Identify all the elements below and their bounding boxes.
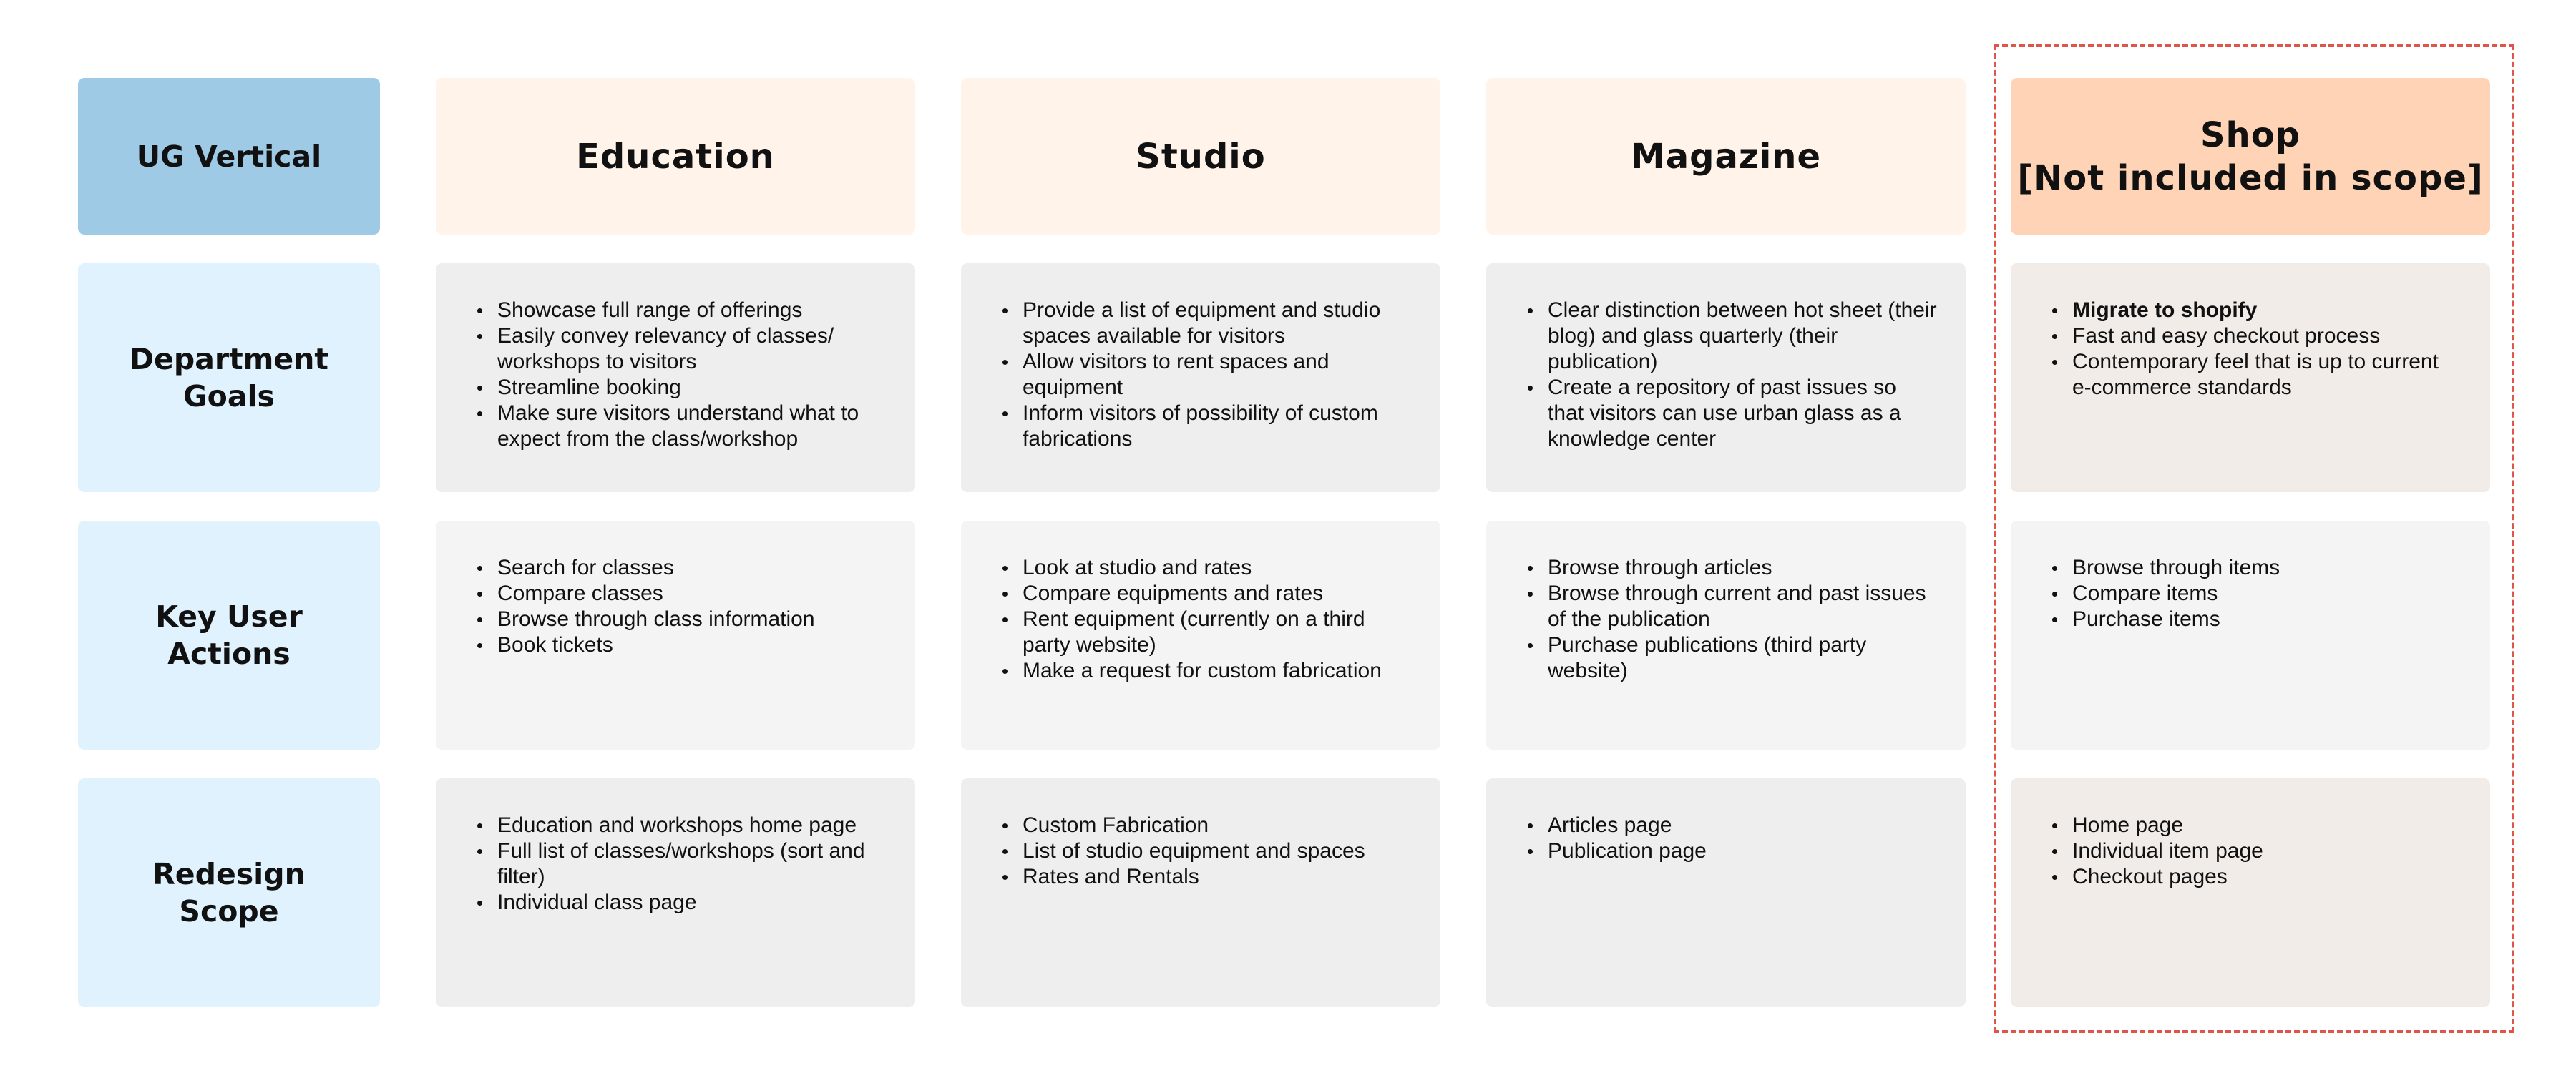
- row-header-line: Key User: [155, 599, 303, 634]
- header-magazine-title: Magazine: [1630, 136, 1822, 177]
- list-item: Migrate to shopify: [2051, 298, 2462, 323]
- list-item: Browse through articles: [1526, 555, 1937, 581]
- list-item: Individual class page: [476, 890, 887, 916]
- list-item: Rent equipment (currently on a third party website): [1001, 607, 1412, 658]
- list-item: Inform visitors of possibility of custom fabrications: [1001, 401, 1412, 452]
- header-shop-title: Shop: [2200, 114, 2301, 155]
- list-item: Showcase full range of offerings: [476, 298, 887, 323]
- cell-studio-goals: [961, 263, 1440, 492]
- row-header-line: Actions: [167, 637, 291, 671]
- list-item: Articles page: [1526, 813, 1937, 838]
- row-header-line: Department: [130, 342, 328, 376]
- list-item: Book tickets: [476, 632, 887, 658]
- list-item: Browse through current and past issues of the publication: [1526, 581, 1937, 632]
- header-ug-vertical: [78, 78, 380, 235]
- list-item: Full list of classes/workshops (sort and filter): [476, 838, 887, 890]
- list-item: Contemporary feel that is up to current e-commerce standards: [2051, 349, 2462, 401]
- list-item: Create a repository of past issues so that visitors can use urban glass as a knowledge center: [1526, 375, 1937, 452]
- cell-magazine-scope: [1486, 778, 1966, 1007]
- list-item: Custom Fabrication: [1001, 813, 1412, 838]
- list-item: Allow visitors to rent spaces and equipment: [1001, 349, 1412, 401]
- cell-education-actions: [436, 521, 915, 750]
- list-item: Make sure visitors understand what to expect from the class/workshop: [476, 401, 887, 452]
- header-ug-vertical-label: UG Vertical: [136, 139, 322, 174]
- header-education-title: Education: [576, 136, 775, 177]
- cell-studio-scope: [961, 778, 1440, 1007]
- cell-shop-actions: [2011, 521, 2490, 750]
- header-studio-title: Studio: [1136, 136, 1266, 177]
- header-studio: [961, 78, 1440, 235]
- list-item: Education and workshops home page: [476, 813, 887, 838]
- list-item: Checkout pages: [2051, 864, 2462, 890]
- header-education: [436, 78, 915, 235]
- list-item: Clear distinction between hot sheet (their blog) and glass quarterly (their publication): [1526, 298, 1937, 375]
- list-item: Look at studio and rates: [1001, 555, 1412, 581]
- header-shop: [2011, 78, 2490, 235]
- cell-studio-actions: [961, 521, 1440, 750]
- cell-magazine-goals: [1486, 263, 1966, 492]
- list-item: Rates and Rentals: [1001, 864, 1412, 890]
- row-header-redesign-scope: [78, 778, 380, 1007]
- cell-shop-goals: [2011, 263, 2490, 492]
- header-shop-subtitle: [Not included in scope]: [2017, 157, 2484, 198]
- list-item: Compare items: [2051, 581, 2462, 607]
- list-item: Compare equipments and rates: [1001, 581, 1412, 607]
- list-item: Make a request for custom fabrication: [1001, 658, 1412, 684]
- list-item: Individual item page: [2051, 838, 2462, 864]
- list-item: Search for classes: [476, 555, 887, 581]
- cell-education-scope: [436, 778, 915, 1007]
- list-item: Compare classes: [476, 581, 887, 607]
- cell-magazine-actions: [1486, 521, 1966, 750]
- list-item: Home page: [2051, 813, 2462, 838]
- row-header-line: Scope: [179, 894, 279, 929]
- cell-education-goals: [436, 263, 915, 492]
- row-header-key-user-actions: [78, 521, 380, 750]
- list-item: Browse through class information: [476, 607, 887, 632]
- list-item: Purchase items: [2051, 607, 2462, 632]
- list-item: Streamline booking: [476, 375, 887, 401]
- header-magazine: [1486, 78, 1966, 235]
- list-item: Browse through items: [2051, 555, 2462, 581]
- list-item: List of studio equipment and spaces: [1001, 838, 1412, 864]
- list-item: Easily convey relevancy of classes/ workshops to visitors: [476, 323, 887, 375]
- list-item: Purchase publications (third party website): [1526, 632, 1937, 684]
- list-item: Provide a list of equipment and studio spaces available for visitors: [1001, 298, 1412, 349]
- row-header-line: Redesign: [152, 857, 306, 891]
- cell-shop-scope: [2011, 778, 2490, 1007]
- list-item: Publication page: [1526, 838, 1937, 864]
- row-header-department-goals: [78, 263, 380, 492]
- list-item: Fast and easy checkout process: [2051, 323, 2462, 349]
- row-header-line: Goals: [183, 379, 275, 413]
